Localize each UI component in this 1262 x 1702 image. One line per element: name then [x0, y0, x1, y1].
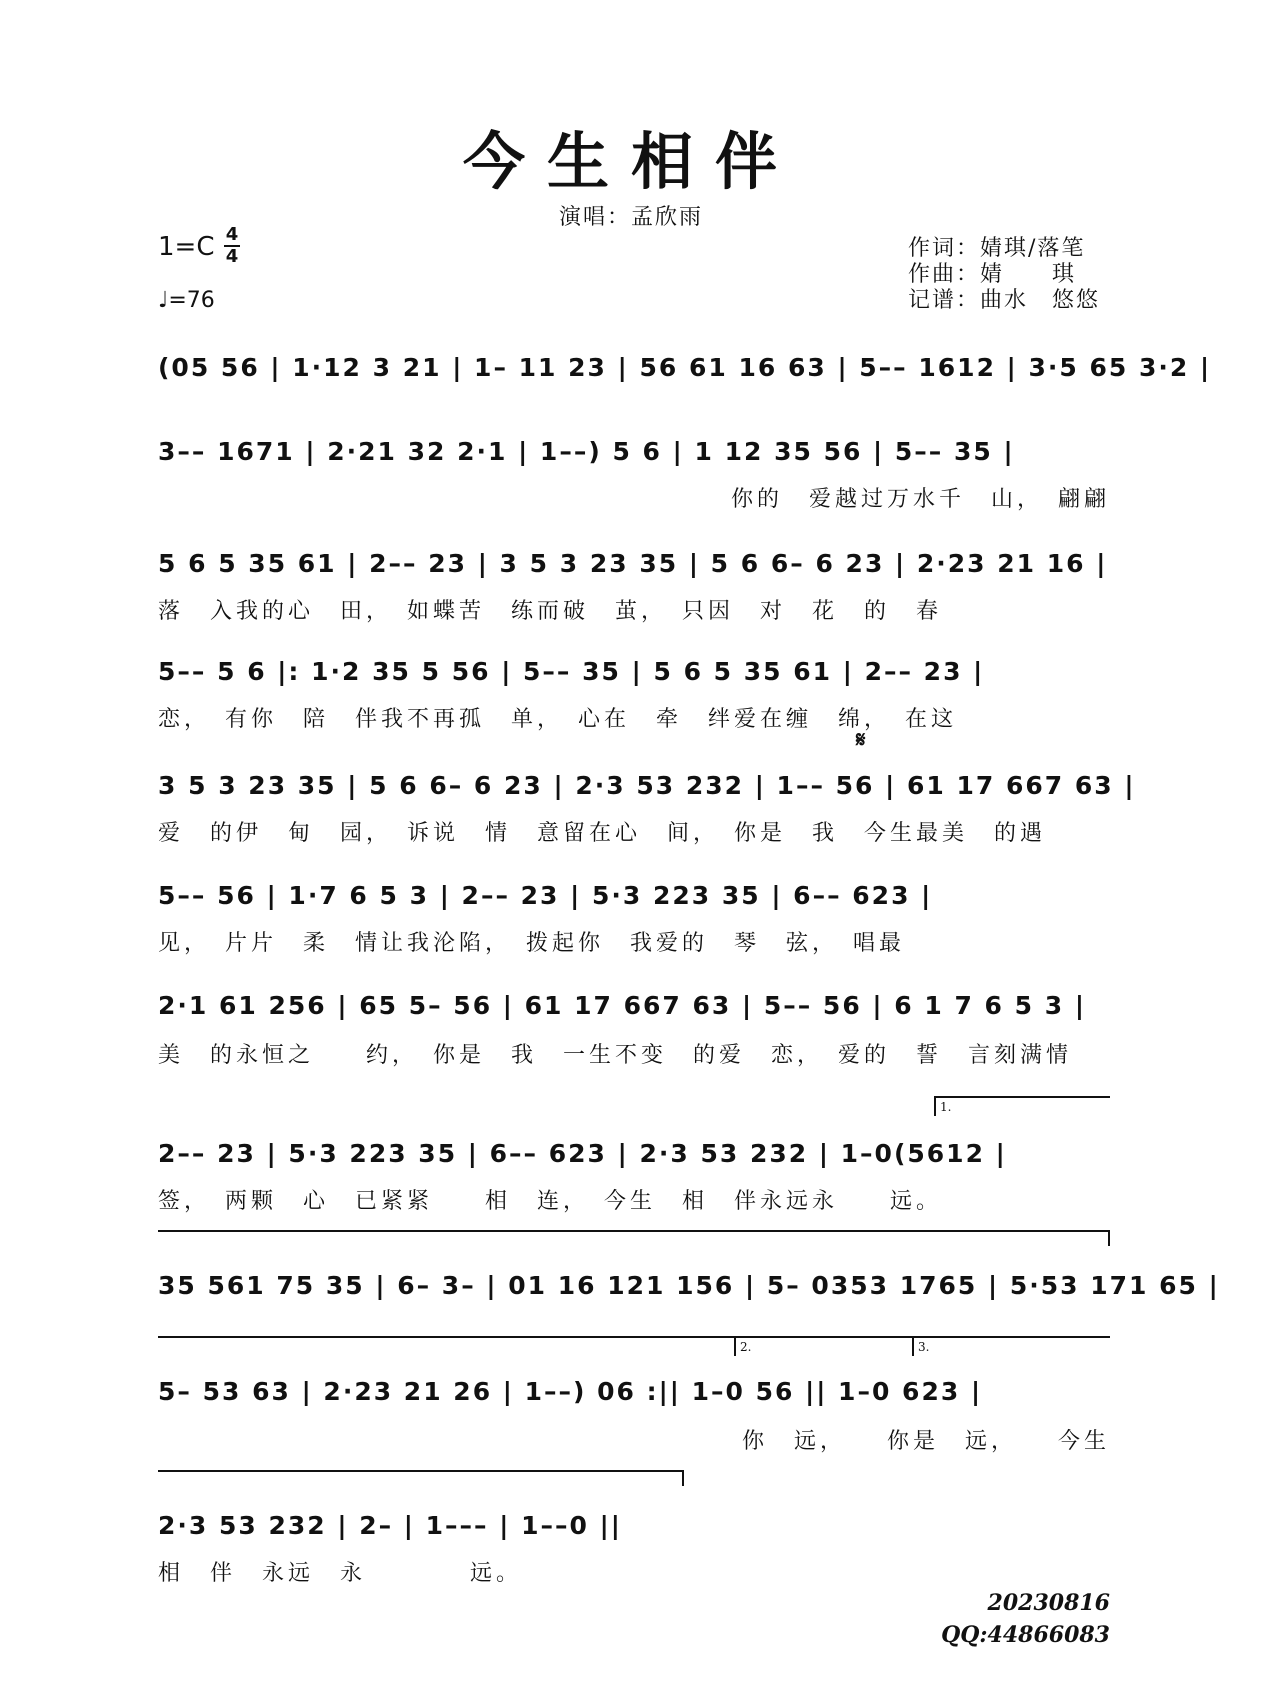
- lyric-line: [158, 400, 1110, 428]
- notation-system: [158, 1134, 1110, 1174]
- singer-line: 演唱：孟欣雨: [558, 205, 703, 230]
- notation-system: [158, 544, 1110, 584]
- notation-system: [158, 1266, 1220, 1306]
- notation-system: [158, 652, 1110, 692]
- volta-line: [158, 1336, 1110, 1338]
- notation-system: [158, 432, 1110, 472]
- credits-block: [908, 236, 1100, 314]
- song-title: 今生相伴: [462, 125, 799, 198]
- notation-system: [158, 1506, 698, 1546]
- notation-system: [158, 766, 1136, 806]
- notation-system: [158, 348, 1212, 388]
- time-signature: [222, 226, 242, 266]
- notation-line: 35 561 75 35 | 6– 3– | 01 16 121 156 | 5– 0353 1765 | 5·53 171 65 |: [158, 1271, 1220, 1300]
- notation-system: [158, 986, 1110, 1026]
- notation-line: 2–– 23 | 5·3 223 35 | 6–– 623 | 2·3 53 232 | 1–0(5612 |: [158, 1139, 1007, 1168]
- volta-bracket-1: [934, 1096, 1110, 1098]
- notation-line: 5–– 56 | 1·7 6 5 3 | 2–– 23 | 5·3 223 35 | 6–– 623 |: [158, 881, 933, 910]
- lyricist-credit: 作词：婧琪/落笔: [908, 236, 1086, 261]
- volta-label-1: 1.: [940, 1100, 952, 1114]
- tempo-marking: ♩=76: [158, 288, 215, 313]
- notation-line: 5– 53 63 | 2·23 21 26 | 1––) 06 :|| 1–0 56 || 1–0 623 |: [158, 1377, 983, 1406]
- key-signature: 1=C: [158, 232, 215, 262]
- lyric-line: 签， 两颗 心 已紧紧 相 连， 今生 相 伴永远永 远。: [158, 1189, 943, 1214]
- volta-label-2: 2.: [740, 1340, 752, 1354]
- notation-line: 3–– 1671 | 2·21 32 2·1 | 1––) 5 6 | 1 12 35 56 | 5–– 35 |: [158, 437, 1015, 466]
- segno-sign: 𝄋: [856, 728, 866, 753]
- volta-bracket-1-edge: [934, 1096, 936, 1116]
- lyric-line: 你 远， 你是 远， 今生: [741, 1429, 1110, 1454]
- notation-line: (05 56 | 1·12 3 21 | 1– 11 23 | 56 61 16 63 | 5–– 1612 | 3·5 65 3·2 |: [158, 353, 1212, 382]
- volta-line-edge: [682, 1470, 684, 1486]
- notation-system: [158, 876, 1110, 916]
- lyric-line: 你的 爱越过万水千 山， 翩翩: [730, 487, 1110, 512]
- notation-line: 2·3 53 232 | 2– | 1––– | 1––0 ||: [158, 1511, 622, 1540]
- notation-line: 2·1 61 256 | 65 5– 56 | 61 17 667 63 | 5–– 56 | 6 1 7 6 5 3 |: [158, 991, 1086, 1020]
- lyric-line: 见， 片片 柔 情让我沦陷， 拨起你 我爱的 琴 弦， 唱最: [158, 931, 906, 956]
- lyric-line: 相 伴 永远 永 远。: [158, 1561, 523, 1586]
- volta-bracket-3-edge: [912, 1336, 914, 1356]
- date-stamp: 20230816: [987, 1590, 1110, 1616]
- qq-contact: QQ:44866083: [941, 1622, 1110, 1648]
- notation-system: [158, 1372, 1110, 1412]
- lyric-line: 落 入我的心 田， 如蝶苦 练而破 茧， 只因 对 花 的 春: [158, 599, 943, 624]
- lyric-line: 恋， 有你 陪 伴我不再孤 单， 心在 牵 绊爱在缠 绵， 在这: [158, 707, 958, 732]
- notation-line: 3 5 3 23 35 | 5 6 6– 6 23 | 2·3 53 232 | 1–– 56 | 61 17 667 63 |: [158, 771, 1136, 800]
- volta-line-edge: [1108, 1230, 1110, 1246]
- lyric-line: 爱 的伊 甸 园， 诉说 情 意留在心 间， 你是 我 今生最美 的遇: [158, 821, 1047, 846]
- volta-line: [158, 1470, 684, 1472]
- notation-credit: 记谱：曲水 悠悠: [908, 288, 1101, 313]
- composer-credit: 作曲：婧 琪: [908, 262, 1077, 287]
- notation-line: 5 6 5 35 61 | 2–– 23 | 3 5 3 23 35 | 5 6 6– 6 23 | 2·23 21 16 |: [158, 549, 1108, 578]
- notation-line: 5–– 5 6 |: 1·2 35 5 56 | 5–– 35 | 5 6 5 35 61 | 2–– 23 |: [158, 657, 985, 686]
- volta-label-3: 3.: [918, 1340, 930, 1354]
- time-signature-top: 4: [225, 224, 239, 245]
- volta-bracket-2-edge: [734, 1336, 736, 1356]
- volta-line: [158, 1230, 1110, 1232]
- time-signature-bottom: 4: [225, 246, 239, 267]
- lyric-line: 美 的永恒之 约， 你是 我 一生不变 的爱 恋， 爱的 誓 言刻满情: [158, 1043, 1073, 1068]
